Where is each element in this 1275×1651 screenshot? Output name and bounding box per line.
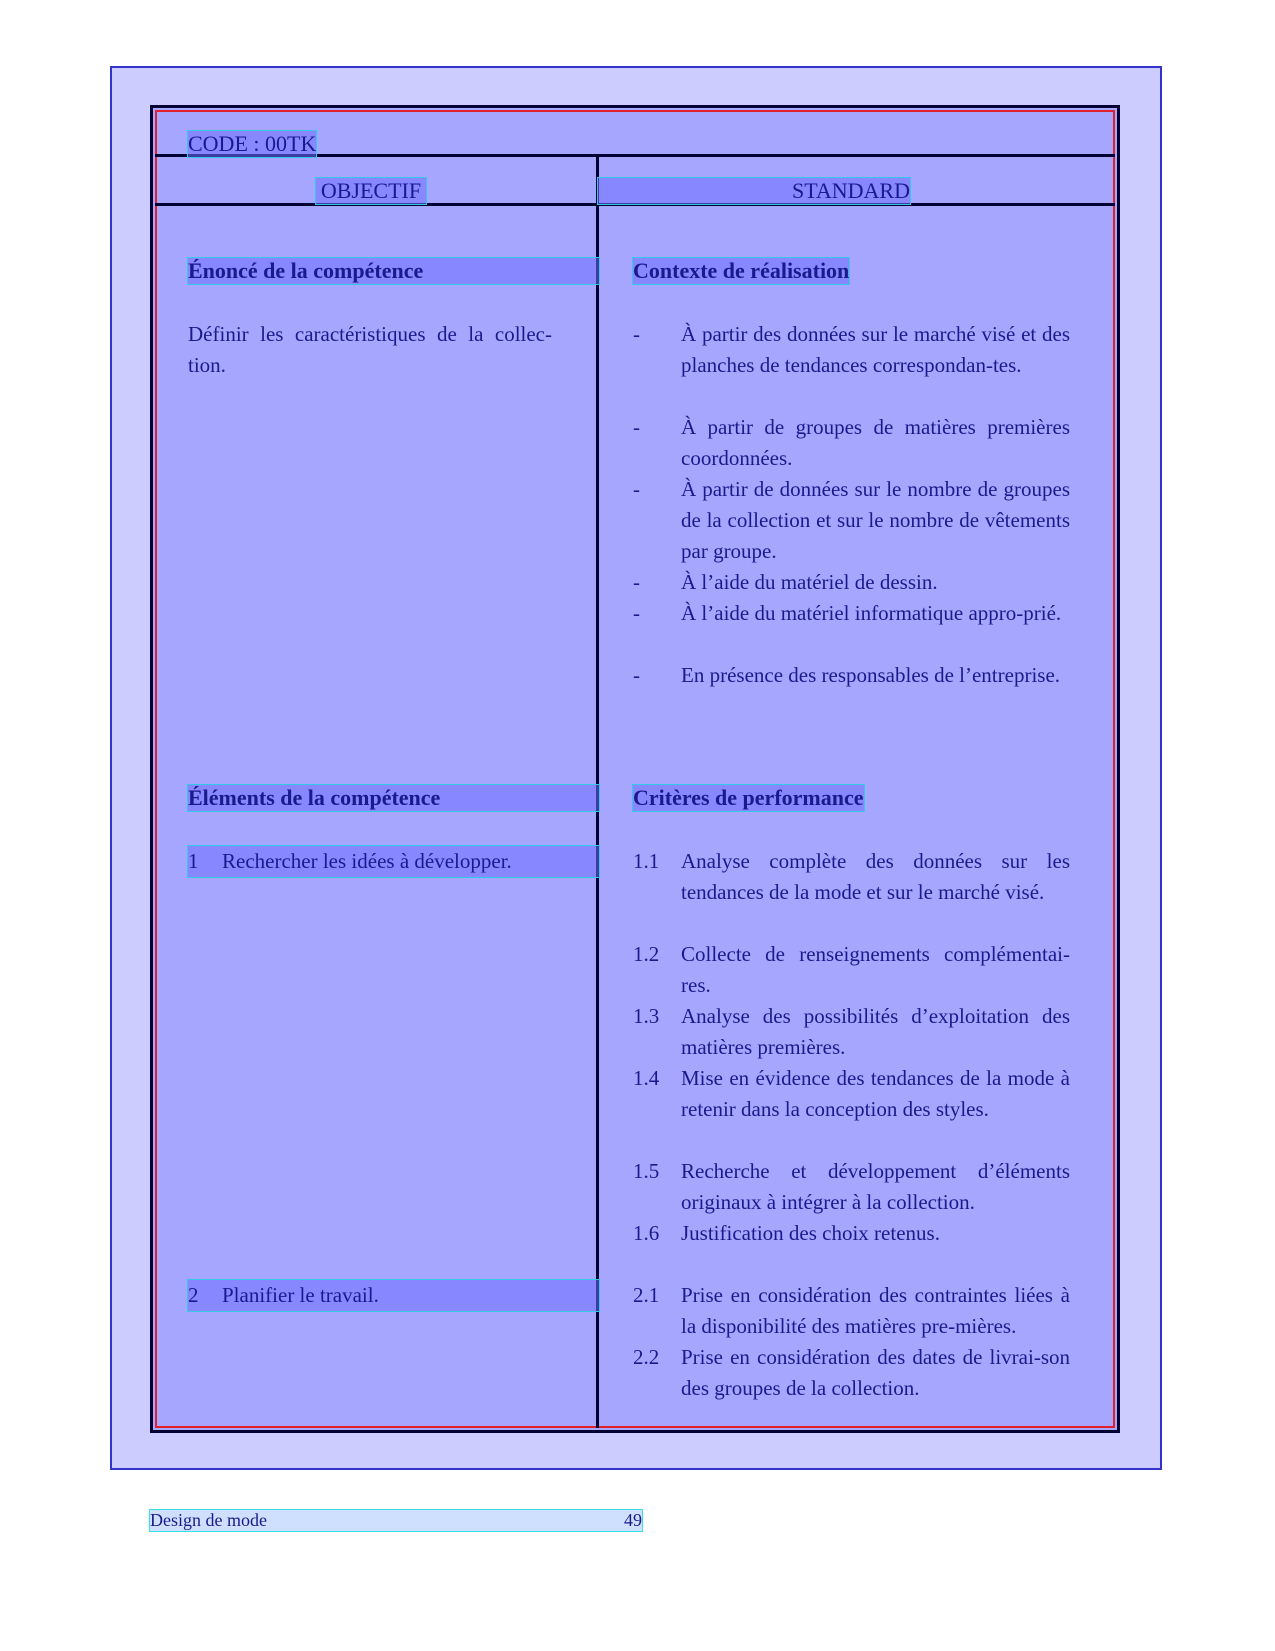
critere-item: [633, 1063, 1070, 1125]
critere-number: 2.1: [633, 1283, 660, 1307]
contexte-item-text: À partir des données sur le marché visé et des planches de tendances correspondan-tes.: [681, 322, 1070, 377]
critere-number: 1.6: [633, 1221, 660, 1245]
critere-number: 2.2: [633, 1345, 660, 1369]
critere-text: Mise en évidence des tendances de la mode à retenir dans la conception des styles.: [681, 1066, 1070, 1121]
footer-title: Design de mode: [150, 1510, 267, 1530]
contexte-title: Contexte de réalisation: [633, 258, 850, 283]
contexte-item-text: À partir de groupes de matières premières coordonnées.: [681, 415, 1070, 470]
elements-title: Éléments de la compétence: [188, 785, 599, 811]
page-number: 49: [624, 1510, 642, 1530]
objectif-header: OBJECTIF: [316, 178, 426, 204]
bullet-mark: -: [633, 601, 640, 625]
critere-text: Prise en considération des dates de livrai-son des groupes de la collection.: [681, 1345, 1070, 1400]
competency-code: CODE : 00TK: [188, 131, 317, 156]
element-label: Rechercher les idées à développer.: [222, 849, 512, 873]
element-item: [188, 1280, 599, 1311]
contexte-item: [633, 660, 1070, 691]
critere-item: [633, 1218, 1070, 1249]
element-item: [188, 846, 599, 877]
contexte-item: [633, 598, 1070, 629]
contexte-item: [633, 567, 1070, 598]
critere-text: Analyse complète des données sur les tendances de la mode et sur le marché visé.: [681, 849, 1070, 904]
element-label: Planifier le travail.: [222, 1283, 379, 1307]
contexte-item-text: En présence des responsables de l’entreprise.: [681, 663, 1061, 687]
critere-item: [633, 1342, 1070, 1404]
enonce-title: Énoncé de la compétence: [188, 258, 599, 284]
bullet-mark: -: [633, 663, 640, 687]
critere-text: Prise en considération des contraintes liées à la disponibilité des matières pre-mières.: [681, 1283, 1070, 1338]
contexte-item-text: À l’aide du matériel de dessin.: [681, 570, 938, 594]
critere-item: [633, 1156, 1070, 1218]
contexte-item: [633, 474, 1070, 567]
page-footer: [150, 1510, 642, 1531]
bullet-mark: -: [633, 415, 640, 439]
critere-item: [633, 846, 1070, 908]
standard-header: STANDARD: [598, 178, 910, 204]
critere-text: Analyse des possibilités d’exploitation des matières premières.: [681, 1004, 1070, 1059]
critere-number: 1.2: [633, 942, 660, 966]
element-number: 2: [188, 1283, 199, 1307]
criteres-title: Critères de performance: [633, 785, 864, 810]
critere-number: 1.4: [633, 1066, 660, 1090]
element-number: 1: [188, 849, 199, 873]
bullet-mark: -: [633, 322, 640, 346]
critere-item: [633, 939, 1070, 1001]
bullet-mark: -: [633, 570, 640, 594]
critere-number: 1.3: [633, 1004, 660, 1028]
critere-item: [633, 1001, 1070, 1063]
critere-number: 1.1: [633, 849, 660, 873]
contexte-item: [633, 412, 1070, 474]
bullet-mark: -: [633, 477, 640, 501]
contexte-item: [633, 319, 1070, 381]
critere-text: Justification des choix retenus.: [681, 1221, 940, 1245]
critere-item: [633, 1280, 1070, 1342]
critere-number: 1.5: [633, 1159, 660, 1183]
critere-text: Collecte de renseignements complémentai-res.: [681, 942, 1070, 997]
contexte-item-text: À partir de données sur le nombre de groupes de la collection et sur le nombre de vêtements par groupe.: [681, 477, 1070, 563]
contexte-item-text: À l’aide du matériel informatique appro-prié.: [681, 601, 1062, 625]
critere-text: Recherche et développement d’éléments originaux à intégrer à la collection.: [681, 1159, 1070, 1214]
enonce-text: Définir les caractéristiques de la collec-tion.: [188, 322, 552, 377]
